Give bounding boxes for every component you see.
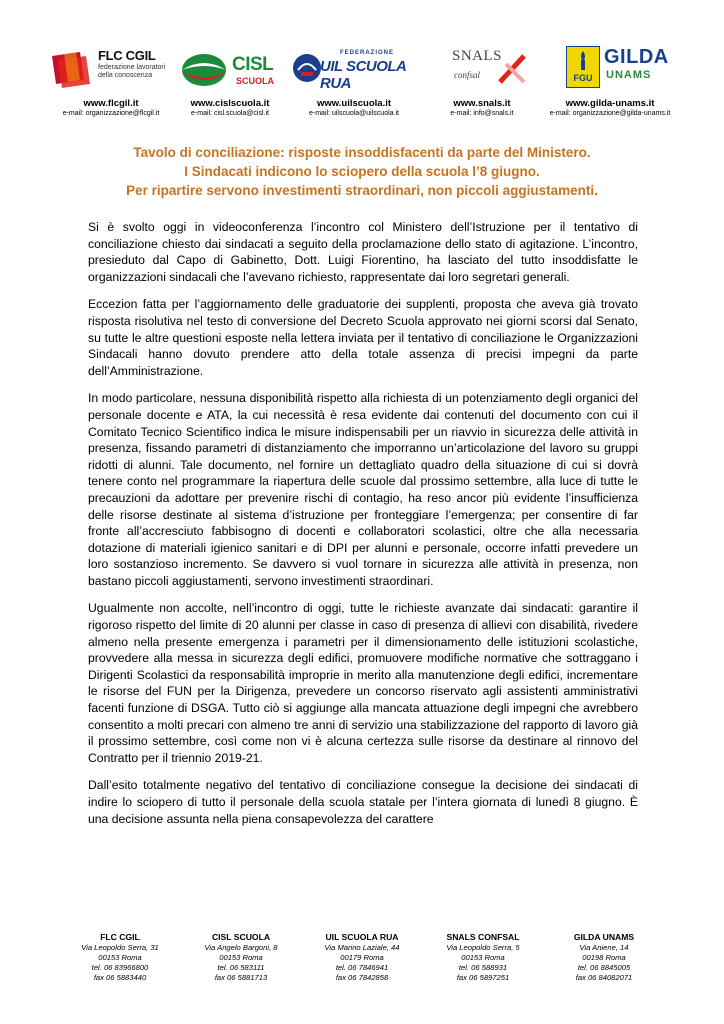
footer-address-cisl: [181, 931, 301, 983]
footer-phone: tel. 06 83966800: [91, 963, 149, 972]
footer-fax: fax 06 5881713: [214, 973, 268, 982]
gilda-fgu-label: FGU: [573, 73, 593, 83]
footer-addresses: [60, 931, 664, 991]
gilda-logo-name: GILDA: [604, 46, 669, 68]
snals-logo-name: SNALS: [452, 48, 503, 64]
gilda-torch-icon: [567, 47, 599, 73]
title-line: Tavolo di conciliazione: risposte insoddisfacenti da parte del Ministero.: [133, 145, 591, 160]
footer-street: Via Angelo Bargoni, 8: [204, 943, 278, 952]
footer-phone: tel. 06 583111: [217, 963, 265, 972]
footer-street: Via Leopoldo Serra, 31: [81, 943, 159, 952]
footer-city: 00179 Roma: [340, 953, 384, 962]
footer-phone: tel. 06 588931: [458, 963, 508, 972]
website-link[interactable]: www.snals.it: [453, 98, 511, 109]
contact-uil: [294, 98, 414, 119]
footer-address-uil: [302, 931, 422, 983]
body-paragraph: Dall’esito totalmente negativo del tentativo di conciliazione consegue la decisione dei sindacati di indire lo sciopero di tutto il personale della scuola statale per l’intera giornata di lunedì 8 giugno. È una decisione assunta nella piena consapevolezza del carattere: [88, 778, 638, 826]
document-title: [60, 143, 664, 200]
footer-fax: fax 06 84082071: [575, 973, 633, 982]
contact-snals: [432, 98, 532, 119]
footer-address-snals: [423, 931, 543, 983]
footer-phone: tel. 06 8845005: [577, 963, 631, 972]
uil-scuola-rua-logo: [290, 44, 424, 96]
footer-address-flc: [60, 931, 180, 983]
snals-confsal-logo: [452, 44, 532, 96]
footer-city: 00198 Roma: [582, 953, 626, 962]
footer-org-name: FLC CGIL: [100, 932, 140, 942]
uil-logo-name: UIL SCUOLA RUA: [320, 58, 406, 92]
uil-logo-federazione: FEDERAZIONE: [340, 50, 395, 56]
email-link[interactable]: e-mail: info@snals.it: [450, 110, 514, 117]
cisl-logo-name: CISL: [232, 54, 274, 75]
footer-org-name: GILDA UNAMS: [573, 932, 635, 942]
footer-city: 00153 Roma: [98, 953, 142, 962]
footer-address-gilda: [544, 931, 664, 983]
footer-phone: tel. 06 7846941: [335, 963, 389, 972]
email-link[interactable]: e-mail: organizzazione@gilda-unams.it: [549, 110, 671, 117]
body-paragraph: In modo particolare, nessuna disponibilità rispetto alla richiesta di un potenziamento degli organici del personale docente e ATA, la cui necessità è resa evidente dai contenuti del documento con cui il Comitato Tecnico Scientifico indica le misure indispensabili per un riavvio in sicurezza delle attività in presenza, fissando parametri di distanziamento che imporranno un’articolazione del lavoro su gruppi ridotti di alunni. Tale documento, nel fornire un dettagliato quadro della situazione di cui si dovrà tenere conto nel programmare la riapertura delle scuole dal prossimo settembre, alla luce di tutte le precauzioni da adottare per prevenire rischi di contagio, ha reso ancor più evidente l’insufficienza delle risorse destinate al sistema d’istruzione per fronteggiare l’emergenza; per consentire di far fronte all’accresciuto fabbisogno di docenti e collaboratori scolastici, oltre che alla necessaria dotazione di materiali igienico sanitari e di DPI per alunni e personale, occorre infatti prevedere un loro sostanzioso incremento. Se davvero si vuol tornare in sicurezza alle attività in presenza, non bastano piccoli aggiustamenti, servono investimenti straordinari.: [88, 391, 638, 588]
email-link[interactable]: e-mail: uilscuola@uilscuola.it: [309, 110, 399, 117]
uil-emblem-icon: [292, 50, 322, 86]
flc-logo-name: FLC CGIL: [98, 48, 156, 63]
website-link[interactable]: www.flcgil.it: [83, 98, 139, 109]
email-link[interactable]: e-mail: cisl.scuola@cisl.it: [191, 110, 269, 117]
gilda-unams-logo: [566, 44, 676, 96]
title-line: Per ripartire servono investimenti straordinari, non piccoli aggiustamenti.: [126, 183, 598, 198]
cisl-scuola-logo: [180, 44, 280, 96]
email-link[interactable]: e-mail: organizzazione@flcgil.it: [62, 110, 160, 117]
document-body: [88, 219, 638, 838]
gilda-logo-subtitle: UNAMS: [606, 69, 652, 81]
header-logos: [50, 44, 676, 96]
footer-org-name: SNALS CONFSAL: [446, 932, 520, 942]
gilda-fgu-mark-icon: [566, 46, 600, 88]
website-link[interactable]: www.cislscuola.it: [190, 98, 270, 109]
footer-street: Via Leopoldo Serra, 5: [446, 943, 520, 952]
website-link[interactable]: www.gilda-unams.it: [565, 98, 655, 109]
contact-gilda: [544, 98, 676, 119]
footer-org-name: UIL SCUOLA RUA: [325, 932, 399, 942]
footer-org-name: CISL SCUOLA: [211, 932, 271, 942]
website-link[interactable]: www.uilscuola.it: [316, 98, 392, 109]
footer-street: Via Aniene, 14: [579, 943, 629, 952]
snals-arrow-icon: [498, 52, 528, 86]
cisl-globe-icon: [180, 52, 228, 88]
snals-logo-subtitle: confsal: [454, 70, 480, 80]
contact-cisl: [174, 98, 286, 119]
header-contacts: [50, 98, 676, 122]
footer-fax: fax 06 7842858: [335, 973, 389, 982]
flc-logo-subtitle: federazione lavoratori della conoscenza: [98, 64, 166, 79]
body-paragraph: Si è svolto oggi in videoconferenza l’incontro col Ministero dell’Istruzione per il tentativo di conciliazione chiesto dai sindacati a seguito della proclamazione dello stato di agitazione. L’incontro, presieduto dal Capo di Gabinetto, Dott. Luigi Fiorentino, ha lasciato del tutto insoddisfatte le organizzazioni sindacali che l’avevano richiesto, rappresentate dai loro segretari generali.: [88, 220, 638, 284]
title-line: I Sindacati indicono lo sciopero della scuola l’8 giugno.: [184, 164, 540, 179]
footer-fax: fax 06 5897251: [456, 973, 510, 982]
body-paragraph: Ugualmente non accolte, nell’incontro di oggi, tutte le richieste avanzate dai sindacati: garantire il rigoroso rispetto del limite di 20 alunni per classe in caso di presenza di allievi con disabilità, rivedere almeno nella presente emergenza i parametri per il dimensionamento delle istituzioni scolastiche, provvedere alla messa in sicurezza degli edifici, promuovere modifiche normative che sottraggano i Dirigenti Scolastici da responsabilità improprie in merito alla manutenzione degli edifici, incrementare le risorse del FUN per la Dirigenza, prevedere un concorso riservato agli assistenti amministrativi facenti funzione di DSGA. Tutto ciò si aggiunge alla mancata attuazione degli impegni che avrebbero consentito a molti precari con almeno tre anni di servizio una stabilizzazione del rapporto di lavoro già il prossimo settembre, così come non vi è alcuna certezza sulle risorse da destinare al rinnovo del Contratto per il triennio 2019-21.: [88, 601, 638, 765]
contact-flc: [50, 98, 172, 119]
footer-city: 00153 Roma: [461, 953, 505, 962]
footer-fax: fax 06 5883440: [93, 973, 147, 982]
footer-street: Via Marino Laziale, 44: [324, 943, 400, 952]
footer-city: 00153 Roma: [219, 953, 263, 962]
flc-flag-icon: [50, 50, 94, 88]
body-paragraph: Eccezion fatta per l’aggiornamento delle graduatorie dei supplenti, proposta che aveva già trovato risposta risolutiva nel testo di conversione del Decreto Scuola approvato nei giorni scorsi dal Senato, su tutte le altre questioni esposte nella lettera inviata per il tentativo di conciliazione le Organizzazioni Sindacali hanno dovuto prendere atto della totale assenza di precisi impegni da parte dell’Amministrazione.: [88, 297, 638, 378]
cisl-logo-subtitle: SCUOLA: [236, 76, 274, 86]
flc-cgil-logo: [50, 44, 168, 96]
